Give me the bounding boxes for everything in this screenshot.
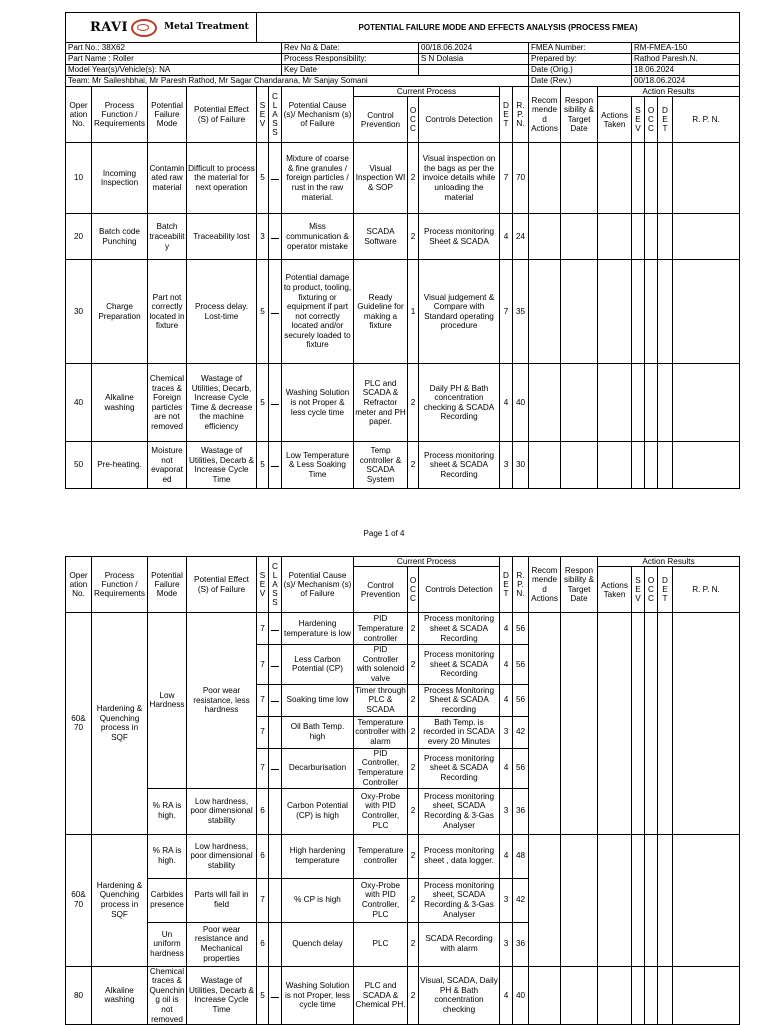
table-row [66, 442, 740, 489]
cell-occ: 2 [408, 645, 419, 684]
cell-prevention: Oxy-Probe with PID Controller, PLC [354, 878, 408, 922]
cell-mode: Carbides presence [148, 878, 187, 922]
col-action-results: Action Results [598, 557, 740, 567]
col-actions-taken: Actions Taken [598, 97, 632, 143]
cell-detection: Process monitoring sheet & SCADA Recording [419, 613, 500, 645]
cell-cause: % CP is high [282, 878, 354, 922]
logo-text: RAVI [90, 19, 129, 35]
date-orig-label: Date (Orig.) [529, 65, 632, 76]
cell-sev: 7 [257, 645, 269, 684]
cell-prevention: Temperature controller [354, 834, 408, 878]
cell-prevention: Temperature controller with alarm [354, 716, 408, 748]
cell-class [269, 442, 282, 489]
logo-emblem-icon [131, 19, 157, 37]
cell-sev: 5 [257, 143, 269, 214]
cell-prevention: PLC [354, 922, 408, 966]
col-ar-det: D E T [658, 567, 673, 613]
cell-rpn: 56 [513, 645, 529, 684]
fmea-page-2 [65, 556, 739, 1025]
table-row [66, 214, 740, 260]
date-orig-value: 18.06.2024 [632, 65, 740, 76]
cell-class [269, 364, 282, 442]
cell-detection: Process monitoring sheet & SCADA Recording [419, 748, 500, 788]
col-operation: Oper ation No. [66, 87, 92, 143]
cell-class [269, 143, 282, 214]
cell-detection: Process monitoring sheet , data logger. [419, 834, 500, 878]
cell-rpn: 30 [513, 442, 529, 489]
cell-class [269, 684, 282, 716]
cell-mode: Moisture not evaporated [148, 442, 187, 489]
cell-sev: 5 [257, 442, 269, 489]
cell-process: Hardening & Quenching process in SQF [92, 613, 148, 834]
cell-mode: Chemical traces & Quenching oil is not removed [149, 966, 185, 1024]
cell-prevention: Timer through PLC & SCADA [354, 684, 408, 716]
cell-det: 3 [500, 878, 513, 922]
cell-cause: Low Temperature & Less Soaking Time [282, 442, 354, 489]
col-operation: Oper ation No. [66, 557, 92, 613]
col-responsibility: Respon sibility & Target Date [561, 557, 598, 613]
table-row [66, 364, 740, 442]
col-ar-det: D E T [658, 97, 673, 143]
rev-label: Rev No & Date: [282, 43, 419, 54]
cell-rpn: 56 [513, 613, 529, 645]
col-actions-taken: Actions Taken [598, 567, 632, 613]
col-process: Process Function / Requirements [92, 557, 148, 613]
key-date-label: Key Date [282, 65, 419, 76]
cell-det: 3 [500, 442, 513, 489]
cell-effect: Traceability lost [187, 214, 257, 260]
fmea-page-1 [65, 12, 739, 489]
cell-det: 4 [500, 748, 513, 788]
col-ar-sev: S E V [632, 567, 645, 613]
cell-class [269, 214, 282, 260]
col-process: Process Function / Requirements [92, 87, 148, 143]
col-current-process: Current Process [354, 557, 500, 567]
responsibility-label: Process Responsibility: [282, 54, 419, 65]
cell-occ: 2 [408, 878, 419, 922]
col-prevention: Control Prevention [354, 97, 408, 143]
cell-effect: Low hardness, poor dimensional stability [187, 834, 257, 878]
cell-op: 40 [66, 364, 92, 442]
cell-rpn: 24 [513, 214, 529, 260]
cell-cause: Miss communication & operator mistake [282, 214, 354, 260]
cell-detection: Process monitoring sheet & SCADA Recording [419, 645, 500, 684]
cell-occ: 2 [408, 966, 419, 1025]
cell-occ: 2 [408, 684, 419, 716]
cell-class [269, 966, 282, 1025]
col-ar-sev: S E V [632, 97, 645, 143]
col-effect: Potential Effect (S) of Failure [187, 87, 257, 143]
cell-class [269, 716, 282, 748]
cell-rpn: 70 [513, 143, 529, 214]
cell-sev: 7 [257, 878, 269, 922]
cell-cause: High hardening temperature [282, 834, 354, 878]
col-recommended: Recom mended Actions [529, 557, 561, 613]
cell-det: 7 [500, 260, 513, 364]
cell-prevention: PLC and SCADA & Chemical PH. [354, 966, 408, 1025]
cell-rpn: 36 [513, 922, 529, 966]
fmea-number-value: RM-FMEA-150 [632, 43, 740, 54]
cell-sev: 7 [257, 613, 269, 645]
cell-cause: Quench delay [282, 922, 354, 966]
cell-sev: 6 [257, 788, 269, 834]
cell-detection: Process Monitoring Sheet & SCADA recording [419, 684, 500, 716]
cell-effect: Wastage of Utilities, Decarb & Increase Cycle Time [187, 442, 257, 489]
col-rpn: R. P. N. [513, 557, 529, 613]
cell-cause: Potential damage to product, tooling, fixturing or equipment if part not correctly located and/or securely loaded to fixture [282, 260, 354, 364]
cell-rpn: 56 [513, 748, 529, 788]
cell-rpn: 56 [513, 684, 529, 716]
cell-occ: 2 [408, 788, 419, 834]
table-row [66, 143, 740, 214]
cell-cause: Hardening temperature is low [282, 613, 354, 645]
cell-op: 10 [66, 143, 92, 214]
cell-op: 50 [66, 442, 92, 489]
col-cause: Potential Cause (s)/ Mechanism (s) of Failure [282, 87, 354, 143]
cell-sev: 7 [257, 716, 269, 748]
cell-cause: Carbon Potential (CP) is high [282, 788, 354, 834]
col-detection: Controls Detection [419, 97, 500, 143]
cell-prevention: PID Temperature controller [354, 613, 408, 645]
cell-process: Alkaline washing [92, 364, 148, 442]
cell-mode: Chemical traces & Foreign particles are not removed [148, 364, 187, 442]
col-cause: Potential Cause (s)/ Mechanism (s) of Failure [282, 557, 354, 613]
cell-occ: 2 [408, 748, 419, 788]
cell-process: Alkaline washing [92, 966, 148, 1025]
cell-rpn: 35 [513, 260, 529, 364]
cell-cause: Less Carbon Potential (CP) [282, 645, 354, 684]
logo-subtitle: Metal Treatment [164, 21, 249, 32]
col-occ: O C C [408, 567, 419, 613]
cell-occ: 2 [408, 364, 419, 442]
cell-process: Hardening & Quenching process in SQF [92, 834, 148, 966]
col-current-process: Current Process [354, 87, 500, 97]
col-sev: S E V [257, 87, 269, 143]
cell-class [269, 878, 282, 922]
col-ar-occ: O C C [645, 97, 658, 143]
cell-mode: % RA is high. [148, 788, 187, 834]
cell-effect: Difficult to process the material for next operation [187, 143, 257, 214]
cell-cause: Washing Solution is not Proper & less cycle time [282, 364, 354, 442]
col-mode: Potential Failure Mode [148, 87, 187, 143]
cell-mode: Un uniform hardness [148, 922, 187, 966]
cell-rpn: 48 [513, 834, 529, 878]
cell-sev: 5 [257, 364, 269, 442]
cell-det: 3 [500, 716, 513, 748]
cell-effect: Wastage of Utilities, Decarb, Increase Cycle Time & decrease the machine efficiency [187, 364, 257, 442]
cell-process: Incoming Inspection [92, 143, 148, 214]
cell-detection: Visual judgement & Compare with Standard operating procedure [419, 260, 500, 364]
cell-det: 4 [500, 966, 513, 1025]
cell-class [269, 788, 282, 834]
cell-cause: Soaking time low [282, 684, 354, 716]
cell-op: 30 [66, 260, 92, 364]
cell-prevention: Oxy-Probe with PID Controller, PLC [354, 788, 408, 834]
col-ar-rpn: R. P. N. [673, 97, 740, 143]
company-logo [66, 13, 257, 43]
page-number: Page 1 of 4 [363, 529, 405, 538]
fmea-number-label: FMEA Number: [529, 43, 632, 54]
cell-occ: 2 [408, 716, 419, 748]
cell-prevention: Visual Inspection WI & SOP [354, 143, 408, 214]
cell-det: 4 [500, 684, 513, 716]
cell-effect: Process delay. Lost-time [187, 260, 257, 364]
cell-detection: Process monitoring sheet, SCADA Recording & 3-Gas Analyser [419, 788, 500, 834]
col-effect: Potential Effect (S) of Failure [187, 557, 257, 613]
cell-prevention: Ready Guideline for making a fixture [354, 260, 408, 364]
cell-sev: 7 [257, 748, 269, 788]
table-row [66, 966, 740, 1025]
prepared-by-label: Prepared by: [529, 54, 632, 65]
cell-occ: 2 [408, 442, 419, 489]
cell-op: 60& 70 [66, 613, 92, 834]
col-ar-occ: O C C [645, 567, 658, 613]
cell-class [269, 748, 282, 788]
cell-detection: Process monitoring Sheet & SCADA [419, 214, 500, 260]
cell-effect: Wastage of Utilities, Decarb & Increase Cycle Time [187, 966, 257, 1025]
cell-mode: Low Hardness [148, 613, 187, 788]
cell-effect: Poor wear resistance, less hardness [187, 613, 257, 788]
cell-det: 4 [500, 834, 513, 878]
cell-prevention: Temp controller & SCADA System [354, 442, 408, 489]
cell-detection: SCADA Recording with alarm [419, 922, 500, 966]
cell-class [269, 922, 282, 966]
col-recommended: Recom mended Actions [529, 87, 561, 143]
cell-occ: 2 [408, 613, 419, 645]
table-row [66, 613, 740, 645]
cell-process: Charge Preparation [92, 260, 148, 364]
prepared-by-value: Rathod Paresh.N. [632, 54, 740, 65]
col-sev: S E V [257, 557, 269, 613]
responsibility-value: S N Dolasia [419, 54, 529, 65]
cell-sev: 3 [257, 214, 269, 260]
col-mode: Potential Failure Mode [148, 557, 187, 613]
cell-sev: 6 [257, 834, 269, 878]
col-occ: O C C [408, 97, 419, 143]
col-action-results: Action Results [598, 87, 740, 97]
team-members: Team: Mr Saileshbhai, Mr Paresh Rathod, Mr Sagar Chandarana, Mr Sanjay Somani [66, 76, 529, 87]
cell-det: 3 [500, 788, 513, 834]
cell-effect: Poor wear resistance and Mechanical properties [187, 922, 257, 966]
cell-mode: Contaminated raw material [148, 143, 187, 214]
cell-rpn: 40 [513, 966, 529, 1025]
cell-detection: Bath Temp. is recorded in SCADA every 20 Minutes [419, 716, 500, 748]
date-rev-label: Date (Rev.) [529, 76, 632, 87]
table-row [66, 834, 740, 878]
cell-class [269, 613, 282, 645]
cell-det: 3 [500, 922, 513, 966]
cell-prevention: PLC and SCADA & Refractor meter and PH paper. [354, 364, 408, 442]
document-title: POTENTIAL FAILURE MODE AND EFFECTS ANALYSIS (PROCESS FMEA) [257, 13, 740, 43]
cell-class [269, 645, 282, 684]
cell-mode: % RA is high. [148, 834, 187, 878]
rev-value: 00/18.06.2024 [419, 43, 529, 54]
cell-det: 7 [500, 143, 513, 214]
fmea-table-page-2 [65, 556, 740, 1025]
cell-prevention: SCADA Software [354, 214, 408, 260]
model-year: Model Year(s)/Vehicle(s): NA [66, 65, 282, 76]
cell-effect: Parts will fail in field [187, 878, 257, 922]
fmea-table-page-1 [65, 12, 740, 489]
cell-detection: Visual, SCADA, Daily PH & Bath concentration checking [419, 966, 500, 1025]
key-date-value [419, 65, 529, 76]
cell-rpn: 36 [513, 788, 529, 834]
cell-occ: 2 [408, 922, 419, 966]
cell-cause: Washing Solution is not Proper, less cycle time [282, 966, 354, 1025]
cell-op: 80 [66, 966, 92, 1025]
cell-class [269, 260, 282, 364]
cell-det: 4 [500, 214, 513, 260]
date-rev-value: 00/18.06.2024 [632, 76, 740, 87]
cell-prevention: PID Controller with solenoid valve [354, 645, 408, 684]
col-rpn: R. P. N. [513, 87, 529, 143]
cell-occ: 2 [408, 143, 419, 214]
col-det: D E T [500, 557, 513, 613]
cell-sev: 6 [257, 922, 269, 966]
part-number: Part No.: 38X62 [66, 43, 282, 54]
cell-occ: 2 [408, 214, 419, 260]
col-responsibility: Respon sibility & Target Date [561, 87, 598, 143]
cell-occ: 2 [408, 834, 419, 878]
cell-cause: Mixture of coarse & fine granules / foreign particles / rust in the raw material. [282, 143, 354, 214]
part-name: Part Name : Roller [66, 54, 282, 65]
cell-detection: Visual inspection on the bags as per the invoice details while unloading the material [419, 143, 500, 214]
cell-op: 20 [66, 214, 92, 260]
col-prevention: Control Prevention [354, 567, 408, 613]
cell-det: 4 [500, 645, 513, 684]
cell-prevention: PID Controller, Temperature Controller [354, 748, 408, 788]
col-det: D E T [500, 87, 513, 143]
cell-mode: Part not correctly located in fixture [148, 260, 187, 364]
col-detection: Controls Detection [419, 567, 500, 613]
cell-mode: Batch traceability [148, 214, 187, 260]
cell-sev: 5 [257, 260, 269, 364]
cell-op: 60& 70 [66, 834, 92, 966]
cell-rpn: 40 [513, 364, 529, 442]
table-row [66, 260, 740, 364]
cell-effect: Low hardness, poor dimensional stability [187, 788, 257, 834]
cell-process: Batch code Punching [92, 214, 148, 260]
cell-cause: Oil Bath Temp. high [282, 716, 354, 748]
cell-cause: Decarburisation [282, 748, 354, 788]
cell-detection: Process monitoring sheet & SCADA Recording [419, 442, 500, 489]
cell-occ: 1 [408, 260, 419, 364]
cell-process: Pre-heating. [92, 442, 148, 489]
cell-sev: 5 [257, 966, 269, 1025]
cell-rpn: 42 [513, 716, 529, 748]
col-class: C L A S S [269, 87, 282, 143]
cell-detection: Daily PH & Bath concentration checking & SCADA Recording [419, 364, 500, 442]
cell-det: 4 [500, 613, 513, 645]
col-class: C L A S S [269, 557, 282, 613]
cell-det: 4 [500, 364, 513, 442]
cell-sev: 7 [257, 684, 269, 716]
cell-rpn: 42 [513, 878, 529, 922]
col-ar-rpn: R. P. N. [673, 567, 740, 613]
cell-detection: Process monitoring sheet, SCADA Recording & 3-Gas Analyser [419, 878, 500, 922]
cell-class [269, 834, 282, 878]
